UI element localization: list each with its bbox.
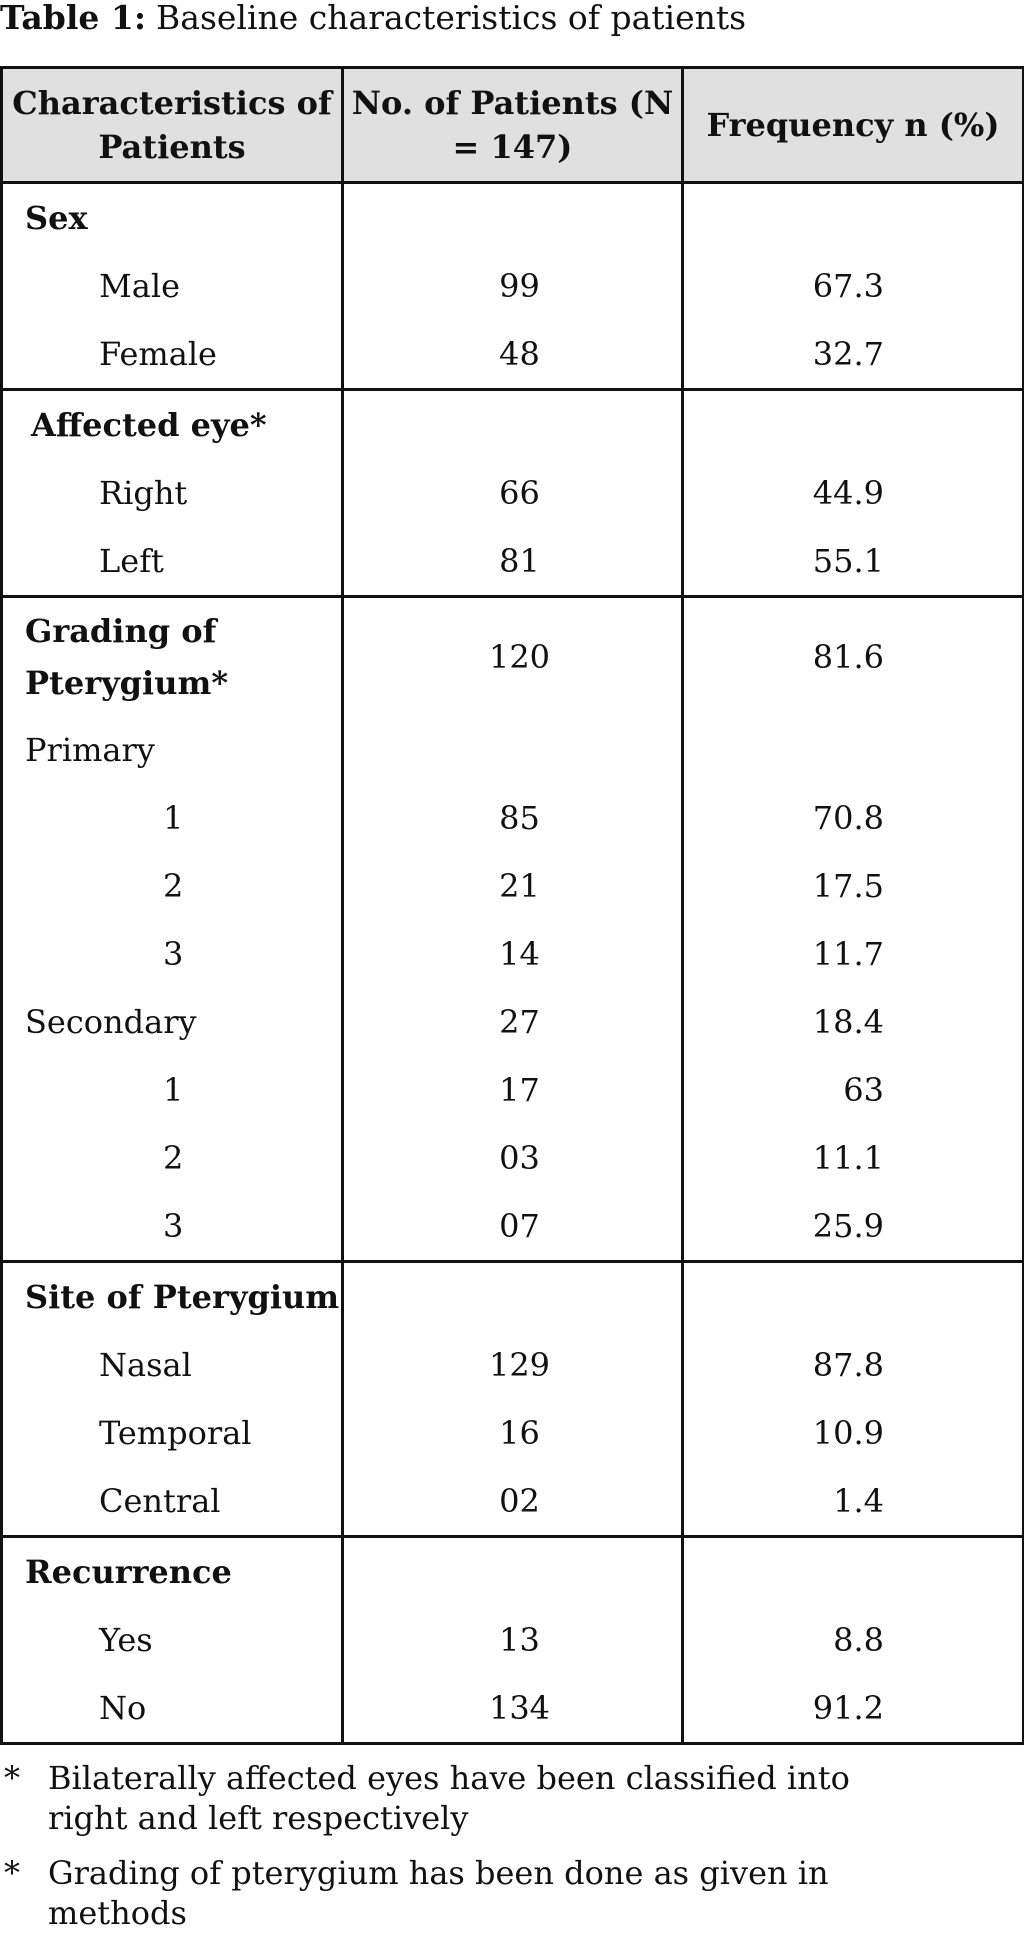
empty-cell [683,1537,1024,1607]
row-count: 03 [343,1124,683,1192]
group-title: Sex [2,183,343,253]
table-row [2,1606,1024,1674]
table-row [2,527,1024,597]
row-frequency: 81.6 [812,638,884,676]
row-label: 3 [2,920,343,988]
header-row [2,68,1024,183]
row-frequency: 8.8 [833,1621,884,1659]
empty-cell [343,1537,683,1607]
row-count: 17 [343,1056,683,1124]
row-frequency: 1.4 [833,1482,884,1520]
table-row [2,1262,1024,1332]
row-label: 2 [2,852,343,920]
row-frequency: 10.9 [812,1414,884,1452]
subgroup-label: Secondary [2,988,343,1056]
row-frequency: 87.8 [812,1346,884,1384]
row-frequency: 63 [843,1071,884,1109]
row-frequency: 17.5 [812,867,884,905]
group-title: Affected eye* [2,390,343,460]
footnote-text-continued: right and left respectively [48,1799,469,1837]
empty-cell [343,390,683,460]
row-count: 02 [343,1467,683,1537]
row-count: 120 [343,597,683,717]
row-count: 14 [343,920,683,988]
subgroup-label: Primary [2,716,343,784]
row-frequency: 55.1 [812,542,884,580]
table-row [2,852,1024,920]
empty-cell [343,183,683,253]
row-count: 48 [343,320,683,390]
row-label: Yes [2,1606,343,1674]
empty-cell [343,1262,683,1332]
row-count: 16 [343,1399,683,1467]
table-row [2,1537,1024,1607]
row-frequency: 44.9 [812,474,884,512]
row-count: 07 [343,1192,683,1262]
group-sex [2,183,1024,390]
row-frequency: 25.9 [812,1207,884,1245]
caption-label: Table 1: [0,0,147,37]
table-row [2,1192,1024,1262]
empty-cell [683,1262,1024,1332]
table-row [2,183,1024,253]
row-label: Right [2,459,343,527]
table-row [2,1056,1024,1124]
table-row [2,716,1024,784]
row-count: 85 [343,784,683,852]
table-caption [0,0,746,38]
empty-cell [683,183,1024,253]
group-site [2,1262,1024,1537]
row-label: Female [2,320,343,390]
row-label: Left [2,527,343,597]
group-title: Grading of Pterygium* [2,597,343,717]
header-frequency: Frequency n (%) [683,68,1024,183]
row-count: 13 [343,1606,683,1674]
table-row [2,1467,1024,1537]
table-row [2,390,1024,460]
row-frequency: 70.8 [812,799,884,837]
row-frequency: 11.7 [812,935,884,973]
group-title: Site of Pterygium [2,1262,343,1332]
row-label: Temporal [2,1399,343,1467]
table-row [2,784,1024,852]
row-frequency: 67.3 [812,267,884,305]
row-count: 81 [343,527,683,597]
baseline-characteristics-table [0,66,1024,1745]
row-label: Nasal [2,1331,343,1399]
header-characteristics: Characteristics of Patients [2,68,343,183]
group-recurrence [2,1537,1024,1744]
row-label: Male [2,252,343,320]
row-label: No [2,1674,343,1744]
row-label: Central [2,1467,343,1537]
table-row [2,320,1024,390]
row-count: 21 [343,852,683,920]
table-row [2,1674,1024,1744]
row-frequency: 91.2 [812,1689,884,1727]
row-label: 1 [2,784,343,852]
empty-cell [683,390,1024,460]
table-row [2,597,1024,717]
row-frequency: 18.4 [812,1003,884,1041]
table-row [2,252,1024,320]
empty-cell [343,716,683,784]
footnote [0,1758,1000,1838]
footnote-text-continued: methods [48,1894,187,1932]
table-header [2,68,1024,183]
row-count: 134 [343,1674,683,1744]
footnote-text: Bilaterally affected eyes have been classified into [48,1759,850,1797]
table-row [2,1124,1024,1192]
footnote [0,1853,1000,1933]
row-count: 129 [343,1331,683,1399]
group-affected-eye [2,390,1024,597]
table-row [2,1399,1024,1467]
row-count: 99 [343,252,683,320]
table-row [2,459,1024,527]
row-count: 27 [343,988,683,1056]
group-title: Recurrence [2,1537,343,1607]
row-frequency: 32.7 [812,335,884,373]
caption-text: Baseline characteristics of patients [156,0,747,37]
row-label: 1 [2,1056,343,1124]
row-label: 3 [2,1192,343,1262]
row-label: 2 [2,1124,343,1192]
table-row [2,920,1024,988]
table-row [2,1331,1024,1399]
row-frequency: 11.1 [812,1139,884,1177]
footnote-marker: * [4,1759,20,1797]
footnote-text: Grading of pterygium has been done as given in [48,1854,829,1892]
empty-cell [683,716,1024,784]
header-no-of-patients: No. of Patients (N = 147) [343,68,683,183]
footnote-marker: * [4,1854,20,1892]
row-count: 66 [343,459,683,527]
group-grading [2,597,1024,1262]
table-row [2,988,1024,1056]
